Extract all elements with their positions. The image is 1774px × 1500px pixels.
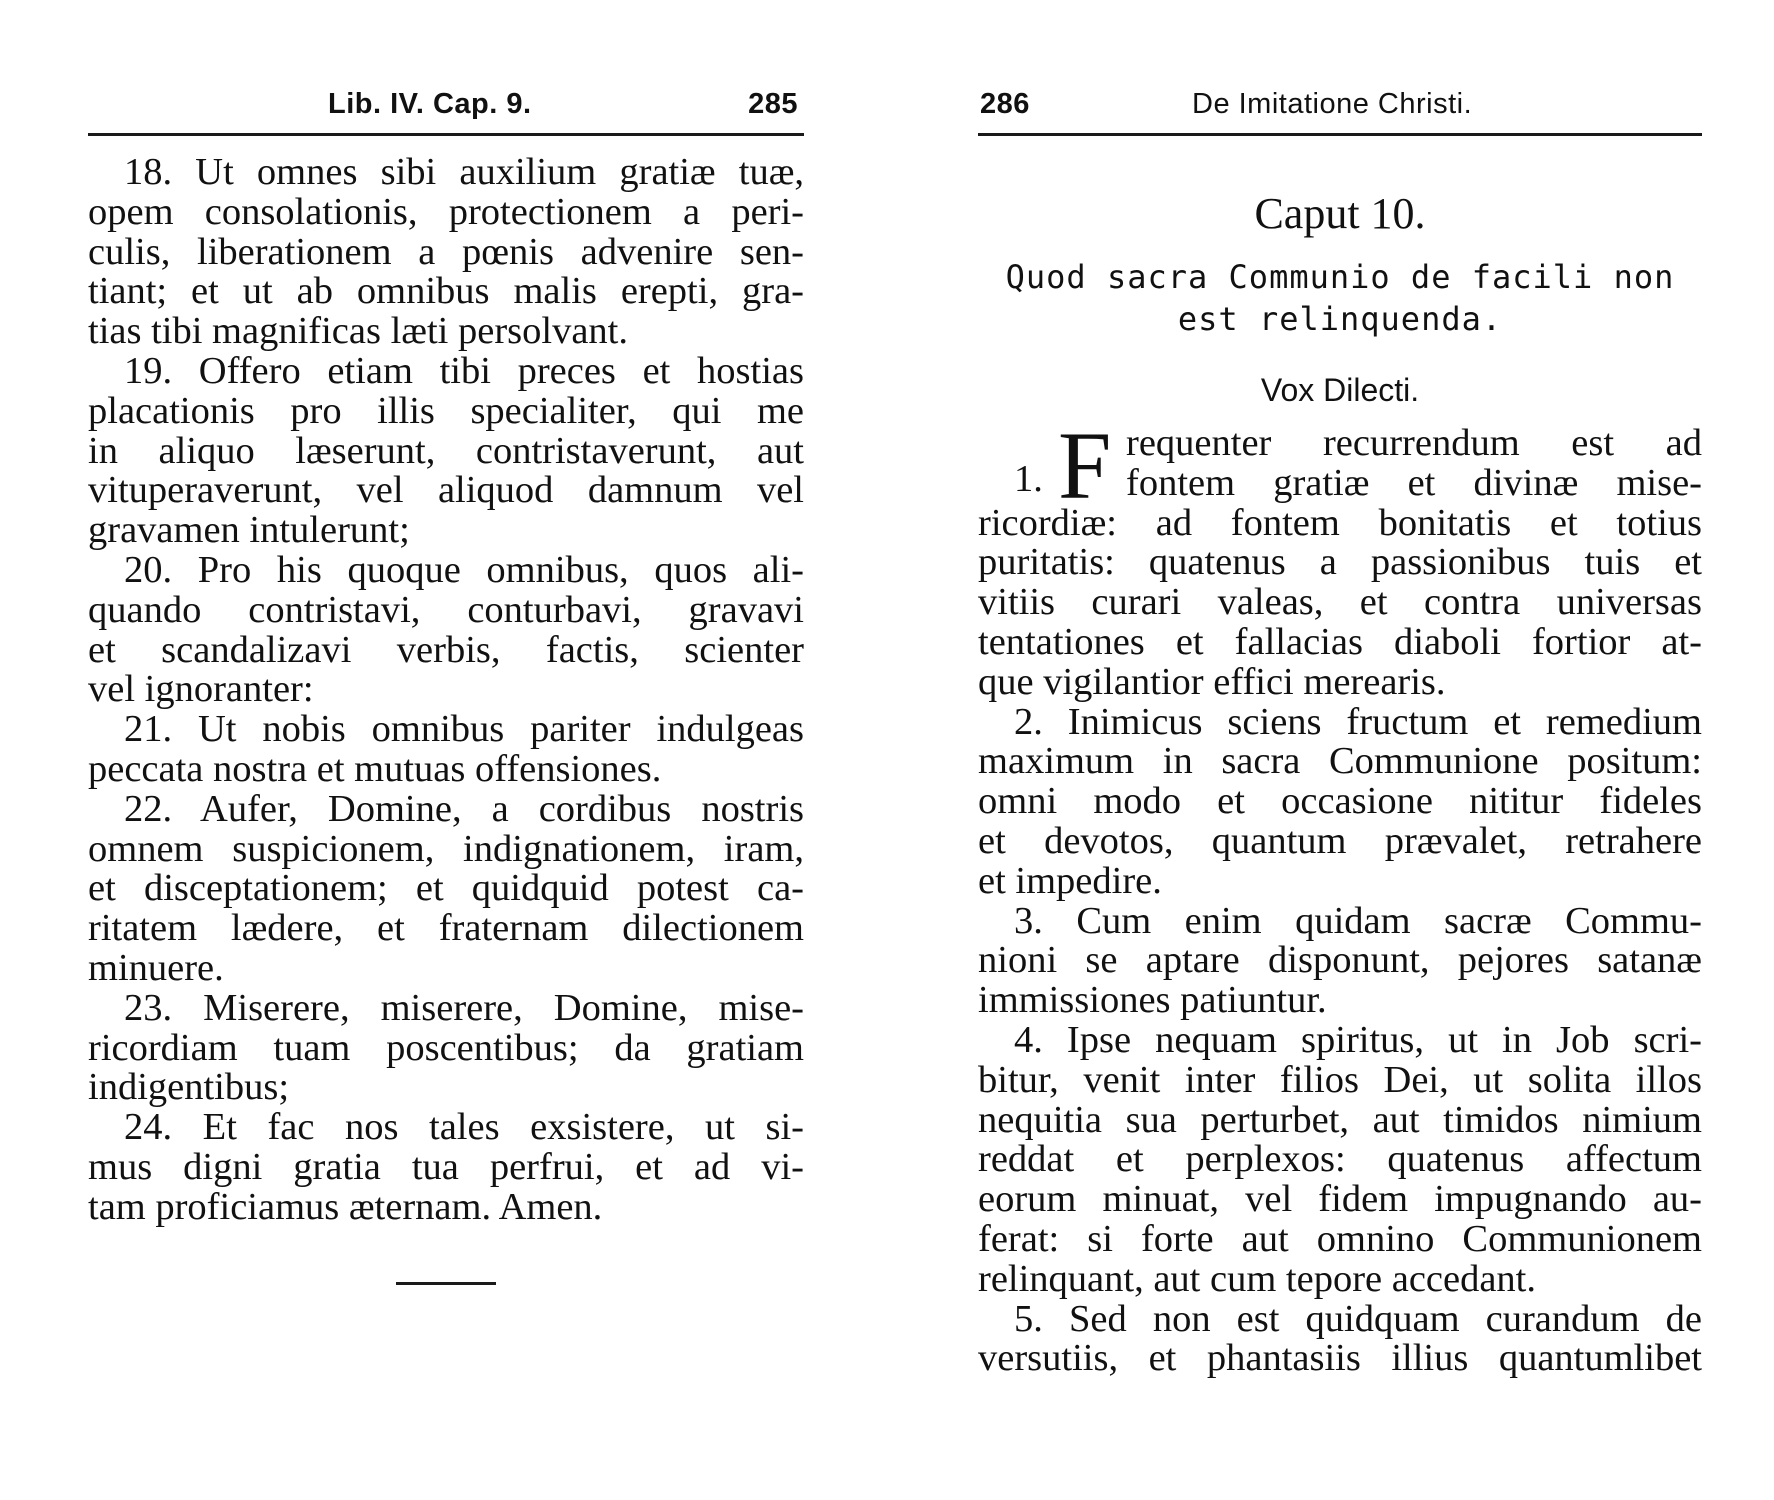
chapter-subtitle: [978, 256, 1702, 340]
right-page: [978, 0, 1702, 1500]
text-line: et impedire.: [978, 861, 1162, 902]
text-line: 19. Offero etiam tibi preces et hostias: [124, 351, 804, 392]
page-number: 285: [748, 88, 798, 120]
left-body-text: [88, 153, 804, 1228]
text-line: omni modo et occasione nititur fideles: [978, 782, 1702, 822]
running-head-left: [88, 82, 804, 122]
text-line: et scandalizavi verbis, factis, scienter: [88, 630, 804, 671]
text-line: 3. Cum enim quidam sacræ Commu-: [1014, 901, 1702, 942]
chapter-subtitle-line: Quod sacra Communio de facili non: [1005, 258, 1675, 296]
text-line: 21. Ut nobis omnibus pariter indulgeas: [124, 710, 804, 750]
text-line: omnem suspicionem, indignationem, iram,: [88, 829, 804, 870]
chapter-subtitle-line: est relinquenda.: [1177, 300, 1503, 338]
right-body-text: [978, 412, 1702, 1380]
text-line: versutiis, et phantasiis illius quantumlibet: [978, 1339, 1702, 1380]
text-line: nequitia sua perturbet, aut timidos nimium: [978, 1100, 1702, 1141]
text-line: requenter recurrendum est ad: [1126, 424, 1702, 464]
text-line: quando contristavi, conturbavi, gravavi: [88, 590, 804, 631]
running-head-right: [978, 82, 1702, 122]
chapter-title: Caput 10.: [1254, 189, 1426, 238]
text-line: 4. Ipse nequam spiritus, ut in Job scri-: [1014, 1020, 1702, 1061]
text-line: ricordiam tuam poscentibus; da gratiam: [88, 1028, 804, 1069]
drop-cap-paragraph: [978, 412, 1702, 519]
text-line: nioni se aptare disponunt, pejores satanæ: [978, 941, 1702, 982]
text-line: tiant; et ut ab omnibus malis erepti, gra-: [88, 272, 804, 313]
text-line: relinquant, aut cum tepore accedant.: [978, 1259, 1536, 1300]
text-line: tam proficiamus æternam. Amen.: [88, 1187, 603, 1228]
voice-heading: Vox Dilecti.: [1260, 372, 1420, 408]
text-line: 18. Ut omnes sibi auxilium gratiæ tuæ,: [124, 153, 804, 193]
text-line: immissiones patiuntur.: [978, 981, 1327, 1021]
text-line: 5. Sed non est quidquam curandum de: [1014, 1299, 1702, 1340]
text-line: et devotos, quantum prævalet, retrahere: [978, 821, 1702, 862]
running-head-title: De Imitatione Christi.: [1192, 88, 1473, 120]
text-line: maximum in sacra Communione positum:: [978, 742, 1702, 783]
text-line: in aliquo læserunt, contristaverunt, aut: [88, 431, 804, 472]
text-line: 24. Et fac nos tales exsistere, ut si-: [124, 1108, 804, 1148]
text-line: vituperaverunt, vel aliquod damnum vel: [88, 471, 804, 512]
page-number: 286: [980, 88, 1030, 120]
text-line: ferat: si forte aut omnino Communionem: [978, 1219, 1702, 1260]
text-line: vitiis curari valeas, et contra universas: [978, 583, 1702, 623]
text-line: mus digni gratia tua perfrui, et ad vi-: [88, 1147, 804, 1188]
drop-cap-lines: [1126, 424, 1702, 504]
text-line: bitur, venit inter filios Dei, ut solita illos: [978, 1060, 1702, 1101]
running-head-title: Lib. IV. Cap. 9.: [328, 88, 532, 120]
text-line: vel ignoranter:: [88, 670, 314, 711]
paragraph-number: 1.: [1014, 458, 1043, 500]
text-line: tentationes et fallacias diaboli fortior at-: [978, 622, 1702, 663]
text-line: reddat et perplexos: quatenus affectum: [978, 1140, 1702, 1181]
text-line: 20. Pro his quoque omnibus, quos ali-: [124, 550, 804, 591]
left-page: [88, 0, 804, 1500]
text-line: tias tibi magnificas læti persolvant.: [88, 312, 628, 352]
text-line: ritatem lædere, et fraternam dilectionem: [88, 909, 804, 949]
text-line: 22. Aufer, Domine, a cordibus nostris: [124, 789, 804, 830]
text-line: fontem gratiæ et divinæ mise-: [1126, 463, 1702, 504]
text-line: et disceptationem; et quidquid potest ca-: [88, 869, 804, 910]
header-rule: [978, 133, 1702, 136]
text-line: gravamen intulerunt;: [88, 511, 410, 551]
text-line: indigentibus;: [88, 1068, 290, 1109]
chapter-end-rule: [396, 1282, 496, 1285]
text-line: eorum minuat, vel fidem impugnando au-: [978, 1180, 1702, 1220]
text-line: 2. Inimicus sciens fructum et remedium: [1014, 702, 1702, 743]
text-line: 23. Miserere, miserere, Domine, mise-: [124, 988, 804, 1029]
drop-cap-letter: F: [1058, 412, 1112, 519]
text-line: peccata nostra et mutuas offensiones.: [88, 749, 662, 790]
header-rule: [88, 133, 804, 136]
text-line: opem consolationis, protectionem a peri-: [88, 192, 804, 233]
text-line: puritatis: quatenus a passionibus tuis et: [978, 543, 1702, 584]
text-line: culis, liberationem a pœnis advenire sen-: [88, 232, 804, 273]
text-line: minuere.: [88, 948, 224, 989]
text-line: que vigilantior effici merearis.: [978, 662, 1446, 703]
text-line: ricordiæ: ad fontem bonitatis et totius: [978, 503, 1702, 544]
text-line: placationis pro illis specialiter, qui me: [88, 391, 804, 432]
